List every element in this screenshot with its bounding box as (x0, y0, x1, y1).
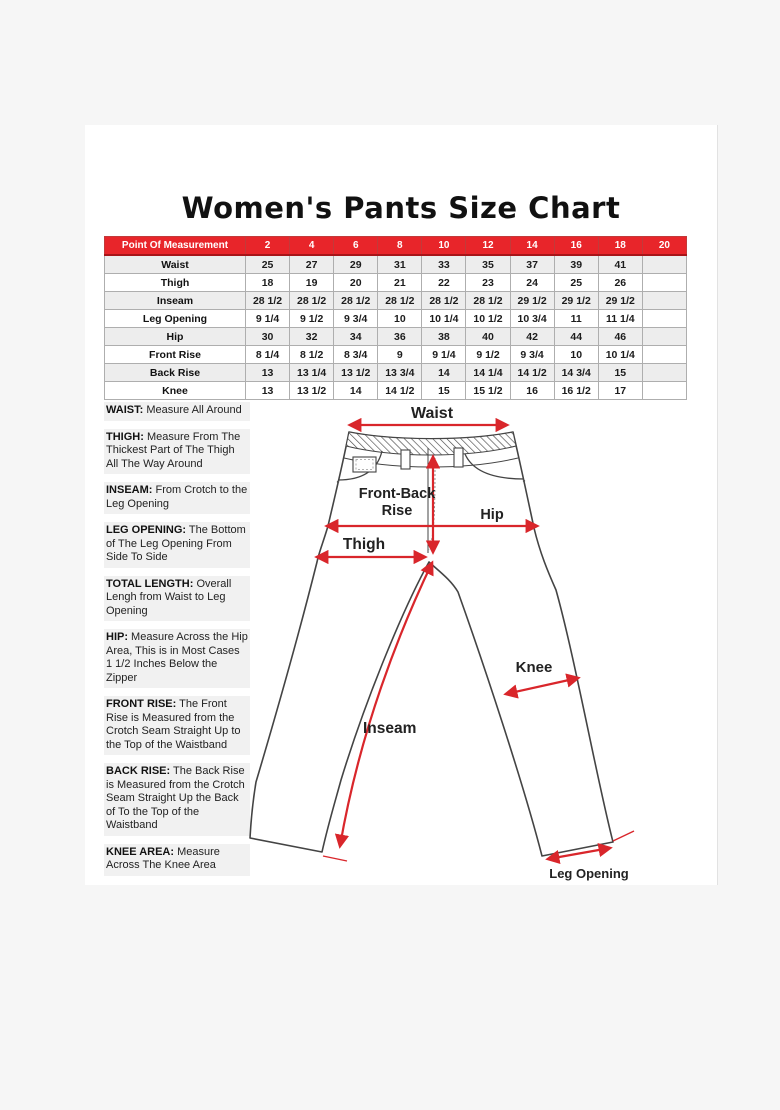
definition-text: Measure From The Thickest Part of The Thigh All The Way Around (106, 430, 241, 470)
measurement-row (105, 292, 687, 310)
size-value-cell: 25 (554, 274, 598, 292)
point-of-measurement-header: Point Of Measurement (105, 237, 246, 256)
measurement-row (105, 274, 687, 292)
size-column-header: 2 (246, 237, 290, 256)
size-column-header: 12 (466, 237, 510, 256)
size-column-header: 14 (510, 237, 554, 256)
size-value-cell: 13 1/2 (334, 364, 378, 382)
size-value-cell: 37 (510, 255, 554, 274)
front-back-rise-label-line2: Rise (381, 503, 413, 519)
size-value-cell: 40 (466, 328, 510, 346)
size-value-cell: 13 3/4 (378, 364, 422, 382)
size-value-cell: 21 (378, 274, 422, 292)
size-value-cell: 19 (290, 274, 334, 292)
measurement-row-label: Knee (105, 382, 246, 400)
definition-front-rise (104, 696, 250, 755)
measurement-row-label: Back Rise (105, 364, 246, 382)
definition-term: TOTAL LENGTH: (106, 577, 194, 590)
size-value-cell: 17 (598, 382, 642, 400)
size-value-cell: 9 1/2 (290, 310, 334, 328)
size-value-cell: 20 (334, 274, 378, 292)
size-value-cell: 28 1/2 (290, 292, 334, 310)
size-value-cell: 14 (422, 364, 466, 382)
definition-knee-area (104, 844, 250, 876)
knee-label: Knee (515, 659, 553, 676)
size-value-cell (642, 310, 686, 328)
size-value-cell: 27 (290, 255, 334, 274)
front-back-rise-label: Front-Back (358, 486, 436, 502)
definition-text: The Back Rise is Measured from the Crotch Seam Straight Up the Back of To the Top of the Waistband (106, 765, 245, 831)
waist-label: Waist (410, 405, 454, 422)
definition-term: KNEE AREA: (106, 845, 175, 858)
definition-hip (104, 629, 250, 688)
size-value-cell: 10 3/4 (510, 310, 554, 328)
size-value-cell: 16 1/2 (554, 382, 598, 400)
measurement-row-label: Inseam (105, 292, 246, 310)
belt-loop (401, 450, 410, 469)
definition-text: From Crotch to the Leg Opening (106, 484, 248, 510)
definition-inseam (104, 482, 250, 514)
definition-term: FRONT RISE: (106, 698, 177, 710)
definition-thigh (104, 429, 250, 475)
size-column-header: 10 (422, 237, 466, 256)
size-column-header: 20 (642, 237, 686, 256)
size-value-cell: 30 (246, 328, 290, 346)
size-column-header: 16 (554, 237, 598, 256)
size-value-cell: 10 1/4 (422, 310, 466, 328)
size-value-cell: 32 (290, 328, 334, 346)
size-value-cell: 14 3/4 (554, 364, 598, 382)
definition-term: HIP: (106, 631, 128, 643)
size-value-cell: 14 1/4 (466, 364, 510, 382)
size-value-cell: 16 (510, 382, 554, 400)
size-table-body (105, 255, 687, 400)
definition-term: INSEAM: (106, 484, 153, 496)
measurement-row-label: Waist (105, 255, 246, 274)
size-value-cell: 35 (466, 255, 510, 274)
size-value-cell: 9 1/4 (246, 310, 290, 328)
definition-text: Measure Across the Hip Area, This is in Most Cases 1 1/2 Inches Below the Zipper (106, 631, 248, 684)
size-value-cell (642, 274, 686, 292)
size-value-cell: 44 (554, 328, 598, 346)
size-value-cell: 13 (246, 364, 290, 382)
size-value-cell: 23 (466, 274, 510, 292)
size-column-header: 8 (378, 237, 422, 256)
size-value-cell: 13 1/2 (290, 382, 334, 400)
size-column-header: 6 (334, 237, 378, 256)
definition-term: LEG OPENING: (106, 524, 187, 536)
size-value-cell (642, 292, 686, 310)
size-value-cell: 31 (378, 255, 422, 274)
size-value-cell: 9 (378, 346, 422, 364)
size-value-cell: 13 (246, 382, 290, 400)
measurement-row (105, 328, 687, 346)
measurement-row-label: Thigh (105, 274, 246, 292)
size-value-cell: 15 1/2 (466, 382, 510, 400)
size-value-cell (642, 328, 686, 346)
size-value-cell: 10 (378, 310, 422, 328)
size-value-cell: 9 1/4 (422, 346, 466, 364)
size-value-cell: 15 (598, 364, 642, 382)
size-value-cell: 41 (598, 255, 642, 274)
measurement-row-label: Hip (105, 328, 246, 346)
definition-text: Measure All Around (143, 404, 242, 416)
size-value-cell: 36 (378, 328, 422, 346)
measurement-row (105, 346, 687, 364)
definitions-panel (104, 402, 250, 884)
measurement-row-label: Front Rise (105, 346, 246, 364)
definition-leg-opening (104, 522, 250, 568)
size-column-header: 18 (598, 237, 642, 256)
definition-back-rise (104, 763, 250, 836)
size-table-header-row (105, 237, 687, 256)
definition-text: The Front Rise is Measured from the Crotch Seam Straight Up to the Top of the Waistband (106, 698, 241, 751)
size-value-cell: 28 1/2 (334, 292, 378, 310)
size-value-cell: 39 (554, 255, 598, 274)
measurement-row-label: Leg Opening (105, 310, 246, 328)
size-table (104, 236, 687, 400)
size-value-cell: 46 (598, 328, 642, 346)
size-value-cell: 9 3/4 (510, 346, 554, 364)
size-value-cell: 11 (554, 310, 598, 328)
size-value-cell (642, 346, 686, 364)
size-value-cell: 9 3/4 (334, 310, 378, 328)
size-value-cell (642, 364, 686, 382)
size-value-cell: 34 (334, 328, 378, 346)
size-value-cell: 29 1/2 (598, 292, 642, 310)
size-value-cell: 25 (246, 255, 290, 274)
size-value-cell: 29 (334, 255, 378, 274)
definition-term: BACK RISE: (106, 765, 171, 777)
measurement-row (105, 255, 687, 274)
size-value-cell: 10 (554, 346, 598, 364)
size-column-header: 4 (290, 237, 334, 256)
size-value-cell: 28 1/2 (246, 292, 290, 310)
size-value-cell: 38 (422, 328, 466, 346)
chart-sheet (85, 125, 718, 885)
size-value-cell: 33 (422, 255, 466, 274)
size-value-cell: 29 1/2 (510, 292, 554, 310)
inseam-label: Inseam (363, 720, 417, 737)
size-value-cell: 10 1/4 (598, 346, 642, 364)
pants-measurement-diagram (245, 400, 685, 895)
size-value-cell: 26 (598, 274, 642, 292)
hip-label: Hip (480, 507, 504, 523)
belt-loop (454, 448, 463, 467)
size-value-cell: 42 (510, 328, 554, 346)
page-title: Women's Pants Size Chart (181, 191, 621, 225)
size-value-cell: 8 3/4 (334, 346, 378, 364)
definition-term: THIGH: (106, 430, 144, 443)
size-value-cell: 28 1/2 (466, 292, 510, 310)
definition-waist (104, 402, 250, 421)
definition-term: WAIST: (106, 404, 144, 416)
measurement-row (105, 382, 687, 400)
definition-text: Measure Across The Knee Area (106, 845, 220, 871)
size-value-cell: 28 1/2 (422, 292, 466, 310)
size-value-cell: 9 1/2 (466, 346, 510, 364)
size-value-cell: 28 1/2 (378, 292, 422, 310)
measurement-row (105, 310, 687, 328)
definition-total-length (104, 576, 250, 622)
measurement-row (105, 364, 687, 382)
definition-text: Overall Lengh from Waist to Leg Opening (106, 577, 232, 617)
leg-opening-label: Leg Opening (549, 866, 629, 881)
size-value-cell (642, 382, 686, 400)
size-value-cell: 18 (246, 274, 290, 292)
size-value-cell: 22 (422, 274, 466, 292)
size-value-cell: 11 1/4 (598, 310, 642, 328)
thigh-label: Thigh (342, 536, 386, 553)
size-value-cell: 15 (422, 382, 466, 400)
size-value-cell: 13 1/4 (290, 364, 334, 382)
size-value-cell: 14 1/2 (510, 364, 554, 382)
size-value-cell: 8 1/2 (290, 346, 334, 364)
size-value-cell: 29 1/2 (554, 292, 598, 310)
size-value-cell: 10 1/2 (466, 310, 510, 328)
definition-text: The Bottom of The Leg Opening From Side To Side (106, 524, 246, 563)
size-value-cell: 14 (334, 382, 378, 400)
size-value-cell: 14 1/2 (378, 382, 422, 400)
size-value-cell: 24 (510, 274, 554, 292)
size-value-cell (642, 255, 686, 274)
size-value-cell: 8 1/4 (246, 346, 290, 364)
